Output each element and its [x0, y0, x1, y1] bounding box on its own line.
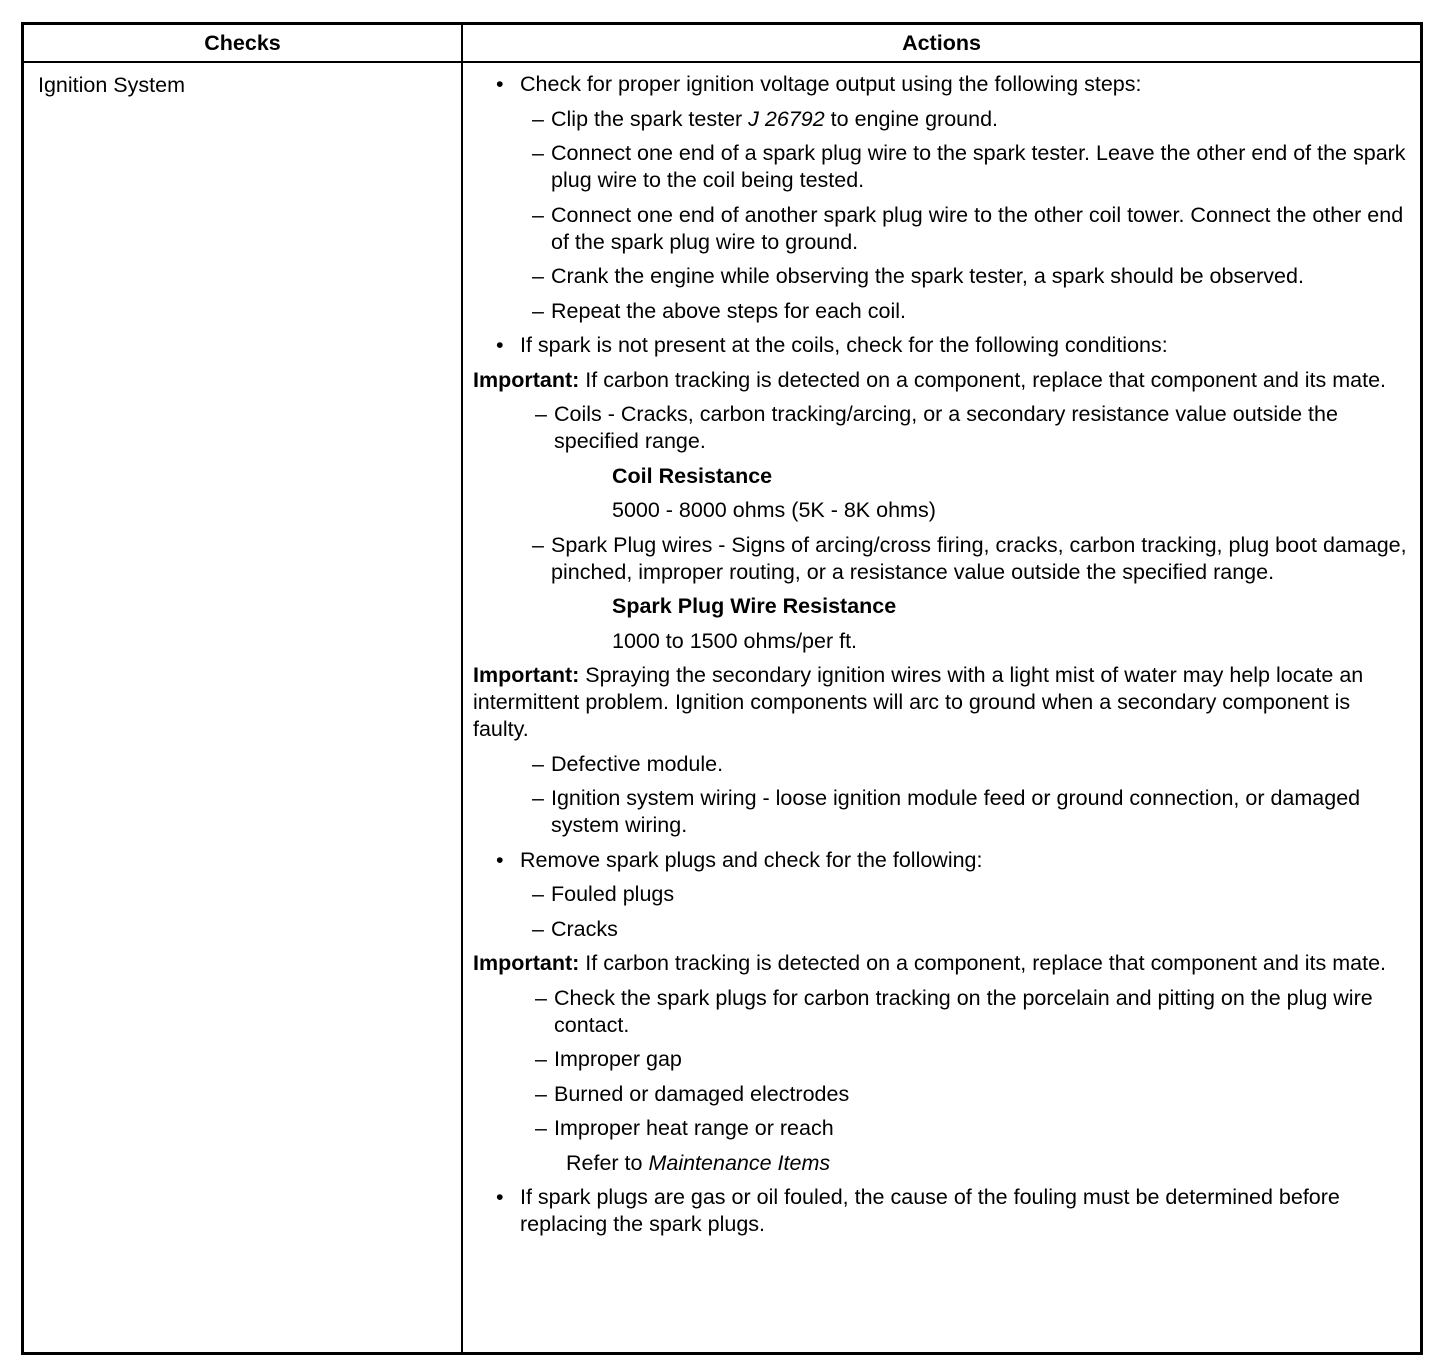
bullet-icon: •	[496, 1185, 504, 1209]
action-text: Spraying the secondary ignition wires with a light mist of water may help locate an intermittent problem. Ignition components will arc to ground when a secondary component is faulty.	[473, 663, 1364, 741]
important-label: Important:	[473, 663, 580, 687]
action-dash	[473, 140, 1408, 194]
action-important	[473, 367, 1408, 394]
dash-icon: –	[532, 141, 544, 165]
action-text: Crank the engine while observing the spark tester, a spark should be observed.	[551, 264, 1304, 288]
action-text: Check for proper ignition voltage output using the following steps:	[520, 72, 1142, 96]
action-spec-value	[473, 628, 1408, 655]
action-text: Repeat the above steps for each coil.	[551, 298, 906, 323]
action-bullet	[473, 847, 1408, 874]
dash-icon: –	[532, 786, 544, 810]
actions-cell	[462, 62, 1422, 1354]
action-bullet	[473, 71, 1408, 98]
action-important	[473, 950, 1408, 977]
action-dash	[473, 298, 1408, 325]
action-dash2	[473, 1115, 1408, 1142]
header-row	[23, 24, 1422, 63]
reference-text: J 26792	[748, 106, 825, 131]
action-text: Spark Plug Wire Resistance	[612, 594, 897, 618]
action-bullet	[473, 332, 1408, 359]
dash-icon: –	[532, 916, 544, 941]
action-important	[473, 662, 1408, 743]
diagnostic-table	[21, 22, 1423, 1355]
action-spec-title	[473, 463, 1408, 490]
action-text: to engine ground.	[824, 106, 999, 131]
action-text: Connect one end of a spark plug wire to the spark tester. Leave the other end of the spark plug wire to the coil being tested.	[551, 141, 1406, 192]
header-checks: Checks	[23, 24, 463, 63]
dash-icon: –	[532, 751, 544, 776]
dash-icon: –	[532, 532, 544, 557]
table-row	[23, 62, 1422, 1354]
action-dash2	[473, 401, 1408, 455]
dash-icon: –	[532, 202, 544, 227]
action-dash	[473, 532, 1408, 586]
dash-icon: –	[532, 106, 544, 131]
action-dash2	[473, 1046, 1408, 1073]
action-text: If carbon tracking is detected on a component, replace that component and its mate.	[579, 951, 1387, 975]
action-dash	[473, 106, 1408, 133]
checks-cell	[23, 62, 463, 1354]
action-text: Spark Plug wires - Signs of arcing/cross firing, cracks, carbon tracking, plug boot damage, pinched, improper routing, or a resistance value outside the specified range.	[551, 532, 1407, 584]
action-dash2	[473, 1081, 1408, 1108]
action-text: Ignition system wiring - loose ignition module feed or ground connection, or damaged system wiring.	[551, 786, 1361, 837]
action-text: If spark is not present at the coils, check for the following conditions:	[520, 333, 1168, 357]
action-dash2	[473, 985, 1408, 1039]
important-label: Important:	[473, 951, 580, 975]
action-text: Coils - Cracks, carbon tracking/arcing, or a secondary resistance value outside the specified range.	[554, 402, 1338, 453]
action-text: Defective module.	[551, 751, 724, 776]
action-dash	[473, 785, 1408, 839]
action-text: Improper gap	[554, 1047, 682, 1071]
dash-icon: –	[535, 985, 547, 1010]
header-actions: Actions	[462, 24, 1422, 63]
action-refer	[473, 1150, 1408, 1177]
action-text: Coil Resistance	[612, 463, 773, 488]
dash-icon: –	[535, 1116, 547, 1140]
action-text: If carbon tracking is detected on a component, replace that component and its mate.	[579, 367, 1387, 392]
reference-text: Maintenance Items	[648, 1150, 831, 1175]
check-name: Ignition System	[38, 73, 185, 97]
action-text: Refer to	[566, 1150, 649, 1175]
action-text: Improper heat range or reach	[554, 1116, 834, 1140]
action-text: 1000 to 1500 ohms/per ft.	[612, 628, 858, 653]
dash-icon: –	[535, 402, 547, 426]
action-dash	[473, 881, 1408, 908]
bullet-icon: •	[496, 333, 504, 357]
action-dash	[473, 916, 1408, 943]
dash-icon: –	[532, 264, 544, 288]
dash-icon: –	[532, 882, 544, 906]
action-spec-value	[473, 497, 1408, 524]
dash-icon: –	[532, 298, 544, 323]
action-text: 5000 - 8000 ohms (5K - 8K ohms)	[612, 498, 936, 522]
action-text: Check the spark plugs for carbon tracking on the porcelain and pitting on the plug wire contact.	[554, 985, 1373, 1037]
bullet-icon: •	[496, 72, 504, 96]
action-text: Clip the spark tester	[551, 106, 749, 131]
action-bullet	[473, 1184, 1408, 1238]
action-dash	[473, 751, 1408, 778]
action-dash	[473, 202, 1408, 256]
dash-icon: –	[535, 1047, 547, 1071]
dash-icon: –	[535, 1081, 547, 1106]
action-text: Connect one end of another spark plug wire to the other coil tower. Connect the other end of the spark plug wire to ground.	[551, 202, 1404, 254]
action-dash	[473, 263, 1408, 290]
important-label: Important:	[473, 367, 580, 392]
bullet-icon: •	[496, 847, 504, 872]
action-text: Fouled plugs	[551, 882, 675, 906]
action-text: Remove spark plugs and check for the following:	[520, 847, 983, 872]
action-text: Cracks	[551, 916, 618, 941]
action-spec-title	[473, 593, 1408, 620]
action-text: If spark plugs are gas or oil fouled, the cause of the fouling must be determined before replacing the spark plugs.	[520, 1185, 1340, 1236]
action-text: Burned or damaged electrodes	[554, 1081, 850, 1106]
